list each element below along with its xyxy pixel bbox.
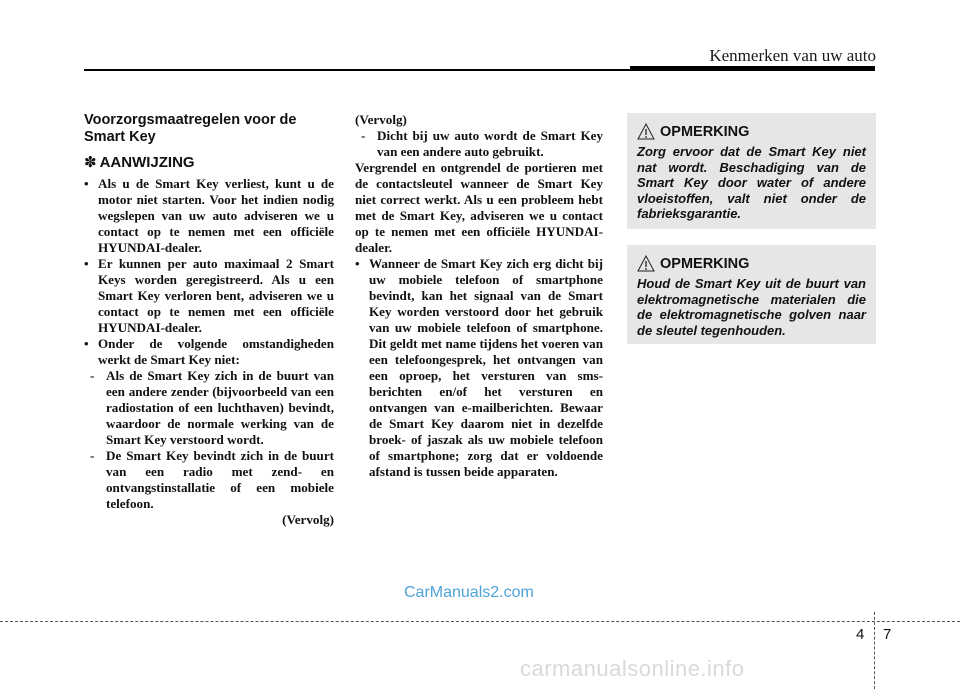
column-middle	[355, 112, 603, 480]
header-rule-accent	[630, 66, 875, 71]
page-number: 7	[883, 626, 892, 643]
bullet-item: • Als u de Smart Key verliest, kunt u de motor niet starten. Voor het indien nodig wegslepen van uw auto adviseren we u contact op te nemen met een officiële HYUNDAI-dealer.	[84, 176, 334, 256]
notice-box	[627, 245, 876, 344]
footer-rule	[0, 621, 960, 622]
sub-item: - Dicht bij uw auto wordt de Smart Key van een andere auto gebruikt.	[361, 128, 603, 159]
notice-text: Zorg ervoor dat de Smart Key niet nat wordt. Beschadiging van de Smart Key door water of andere vloeistoffen, valt niet onder de fabrieksgarantie.	[637, 144, 866, 221]
notice-text: Houd de Smart Key uit de buurt van elektromagnetische materialen die de elektromagnetische golven naar de sleutel tegenhouden.	[637, 276, 866, 338]
note-heading	[84, 154, 334, 172]
warning-triangle-icon	[637, 123, 655, 141]
page-number-divider	[874, 612, 875, 689]
notice-heading-label: OPMERKING	[660, 256, 750, 272]
bullet-item: • Er kunnen per auto maximaal 2 Smart Keys worden geregistreerd. Als u een Smart Key verloren bent, adviseren we u contact op te nemen met een officiële HYUNDAI-dealer.	[84, 256, 334, 336]
notice-heading	[637, 123, 866, 141]
chapter-number: 4	[856, 626, 865, 643]
continued-label: (Vervolg)	[355, 112, 407, 127]
bullet-item: • Onder de volgende omstandigheden werkt de Smart Key niet:	[84, 336, 334, 368]
asterisk-icon: ✽	[84, 154, 97, 171]
bullet-item: • Wanneer de Smart Key zich erg dicht bij uw mobiele telefoon of smartphone bevindt, kan het signaal van de Smart Key worden verstoord door het gebruik van uw mobiele telefoon of smartphone. Dit geldt met name tijdens het voeren van een telefoongesprek, het ontvangen van een oproep, het versturen van sms-berichten en/of het versturen en ontvangen van e-mailberichten. Bewaar de Smart Key daarom niet in dezelfde broek- of jaszak als uw mobiele telefoon of smartphone; zorg dat er voldoende afstand is tussen beide apparaten.	[355, 256, 603, 480]
carmanualsonline-watermark: carmanualsonline.info	[520, 656, 745, 681]
sub-item-text: Als de Smart Key zich in de buurt van een andere zender (bijvoorbeeld van een radiostation of een luchthaven) bevindt, waardoor de normale werking van de Smart Key verstoord wordt.	[106, 368, 334, 447]
sub-item-text: Dicht bij uw auto wordt de Smart Key van een andere auto gebruikt.	[377, 128, 603, 159]
continued-label: (Vervolg)	[282, 512, 334, 527]
notice-heading-label: OPMERKING	[660, 124, 750, 140]
notice-heading	[637, 255, 866, 273]
paragraph: Vergrendel en ontgrendel de portieren met de contactsleutel wanneer de Smart Key niet correct werkt. Als u een probleem hebt met de Smart Key, adviseren we u contact op te nemen met een officiële HYUNDAI-dealer.	[355, 160, 603, 255]
column-left	[84, 112, 334, 528]
sub-item: - De Smart Key bevindt zich in de buurt van een radio met zend- en ontvangstinstallatie of een mobiele telefoon.	[90, 448, 334, 511]
chapter-header-title: Kenmerken van uw auto	[709, 46, 876, 65]
section-title: Voorzorgsmaatregelen voor de Smart Key	[84, 112, 297, 145]
carmanuals2-watermark-link[interactable]: CarManuals2.com	[404, 584, 534, 601]
warning-triangle-icon	[637, 255, 655, 273]
sub-item: - Als de Smart Key zich in de buurt van een andere zender (bijvoorbeeld van een radiostation of een luchthaven) bevindt, waardoor de normale werking van de Smart Key verstoord wordt.	[90, 368, 334, 447]
notice-box	[627, 113, 876, 229]
note-heading-label: AANWIJZING	[99, 154, 195, 171]
sub-item-text: De Smart Key bevindt zich in de buurt van een radio met zend- en ontvangstinstallatie of een mobiele telefoon.	[106, 448, 334, 511]
